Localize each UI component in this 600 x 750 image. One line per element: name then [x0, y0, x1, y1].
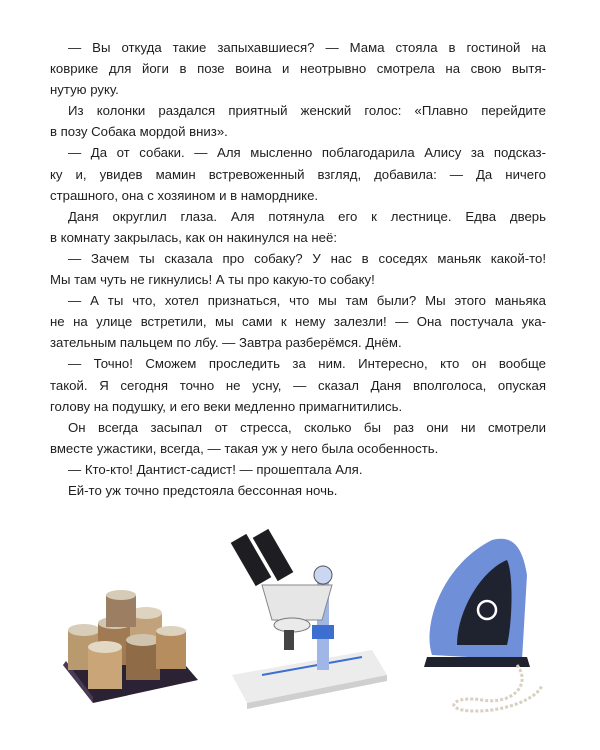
text-line: — Да от собаки. — Аля мысленно поблагодарила Алису за подсказ-	[68, 145, 546, 161]
text-line: Ей-то уж точно предстояла бессонная ночь.	[68, 482, 338, 498]
stamp-pads-illustration	[58, 585, 208, 705]
text-line: такой. Я сегодня точно не усну, — сказал Даня вполголоса, опуская	[50, 377, 546, 393]
text-line: в позу Собака мордой вниз».	[50, 124, 228, 140]
text-line: ку и, увидев мамин встревоженный взгляд, добавила: — Да ничего	[50, 166, 546, 182]
text-line: нутую руку.	[50, 82, 119, 98]
text-line: не на улице встретили, мы сами к нему залезли! — Она постучала ука-	[50, 314, 546, 330]
text-line: Мы там чуть не гикнулись! А ты про какую-то собаку!	[50, 272, 375, 288]
text-line: — А ты что, хотел признаться, что мы там были? Мы этого маньяка	[68, 293, 546, 309]
text-line: зательным пальцем по лбу. — Завтра разберёмся. Днём.	[50, 335, 402, 351]
text-line: — Зачем ты сказала про собаку? У нас в соседях маньяк какой-то!	[68, 250, 546, 266]
text-line: Он всегда засыпал от стресса, сколько бы раз они ни смотрели	[68, 419, 546, 435]
book-page-text	[50, 37, 546, 501]
text-line: — Точно! Сможем проследить за ним. Интересно, кто он вообще	[68, 356, 546, 372]
iron-illustration	[402, 535, 552, 715]
text-line: — Кто-кто! Дантист-садист! — прошептала Аля.	[68, 461, 363, 477]
text-line: Из колонки раздался приятный женский голос: «Плавно перейдите	[68, 103, 546, 119]
microscope-illustration	[222, 525, 392, 710]
text-line: коврике для йоги в позе воина и неотрывно смотрела на свою вытя-	[50, 61, 546, 77]
text-line: вместе ужастики, всегда, — такая уж у него была особенность.	[50, 440, 439, 456]
text-line: страшного, она с хозяином и в наморднике.	[50, 187, 319, 203]
text-line: — Вы откуда такие запыхавшиеся? — Мама стояла в гостиной на	[68, 40, 546, 55]
text-line: голову на подушку, и его веки медленно примагнитились.	[50, 398, 403, 414]
text-line: Даня округлил глаза. Аля потянула его к лестнице. Едва дверь	[68, 208, 546, 224]
text-line: в комнату закрылась, как он накинулся на неё:	[50, 229, 337, 245]
